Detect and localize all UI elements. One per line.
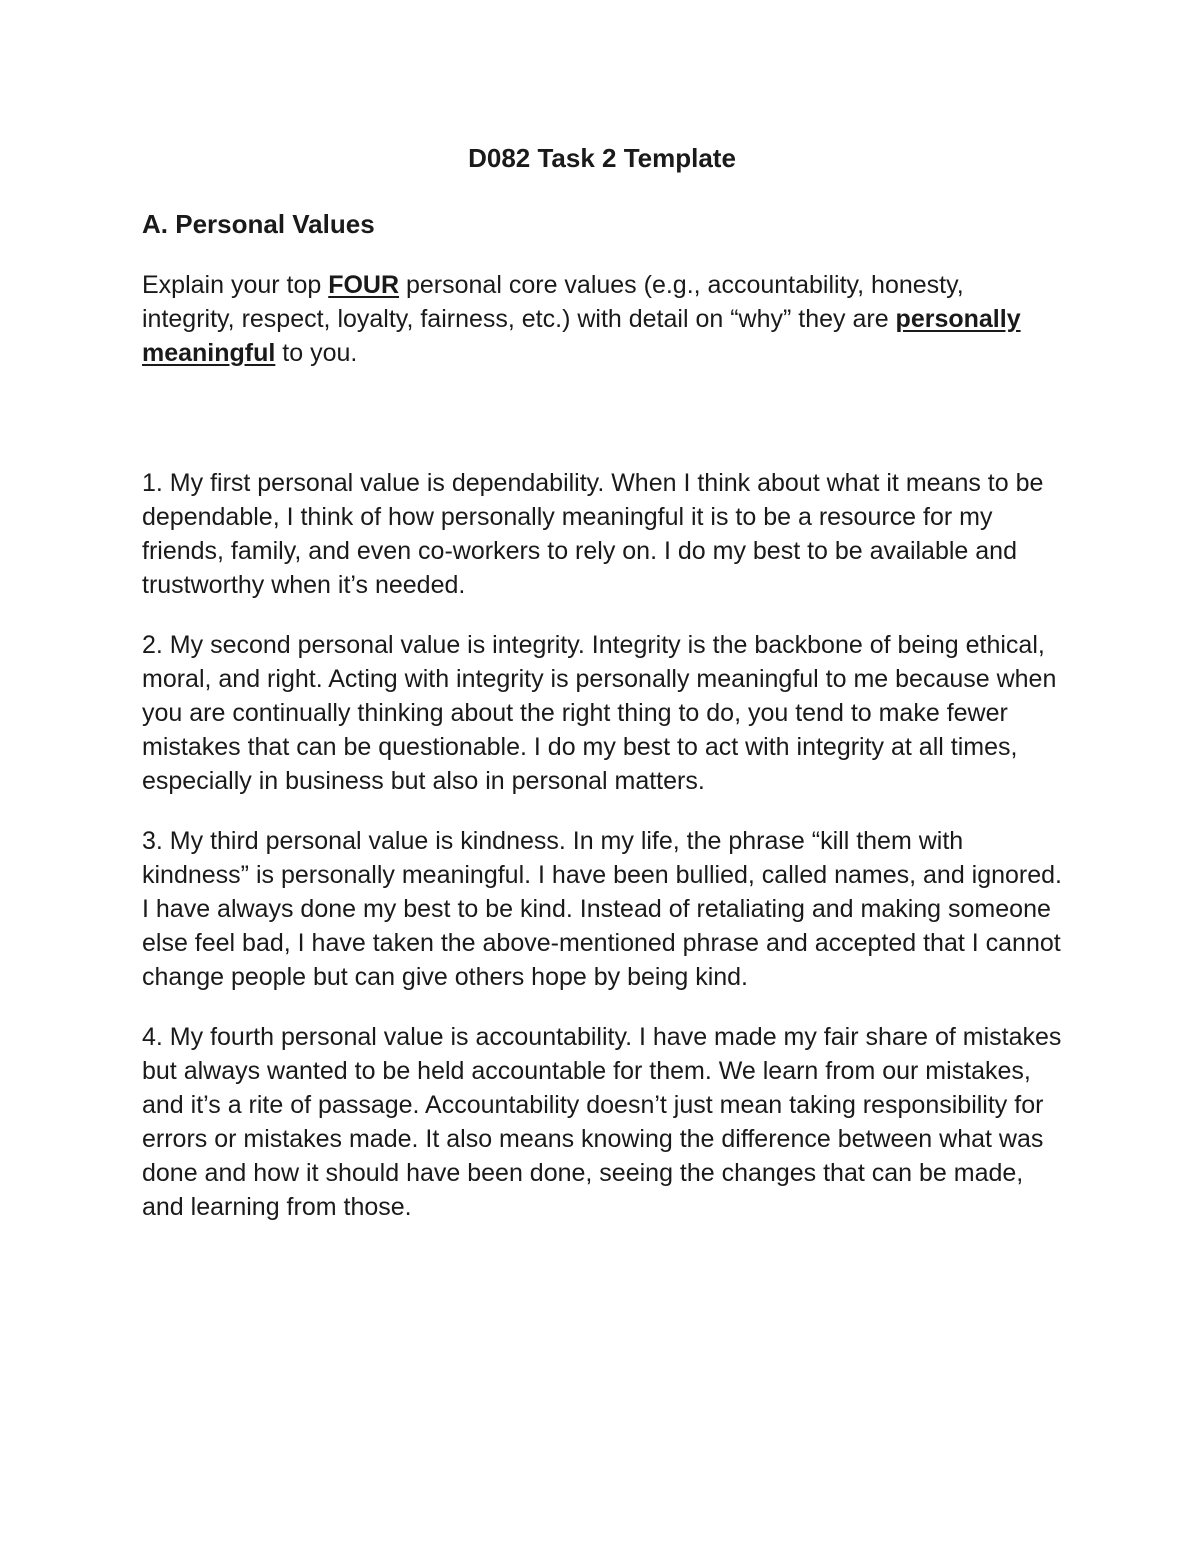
instructions-text-1: Explain your top [142, 271, 329, 299]
value-paragraph-3: 3. My third personal value is kindness. In my life, the phrase “kill them with kindness” is personally meaningful. I have been bullied, called names, and ignored. I have always done my best to be kind. Instead of retaliating and making someone else feel bad, I have taken the above-mentioned phrase and accepted that I cannot change people but can give others hope by being kind. [142, 827, 1063, 991]
instructions-text-2: personal core values (e.g., accountability, honesty, integrity, respect, loyalty, fairness, etc.) with detail on “why” they are [142, 271, 964, 333]
document-body [142, 138, 1062, 1250]
value-paragraph-2: 2. My second personal value is integrity. Integrity is the backbone of being ethical, moral, and right. Acting with integrity is personally meaningful to me because when you are continually thinking about the right thing to do, you tend to make fewer mistakes that can be questionable. I do my best to act with integrity at all times, especially in business but also in personal matters. [142, 631, 1057, 795]
instructions-text-3: to you. [275, 339, 358, 367]
value-paragraph-4: 4. My fourth personal value is accountability. I have made my fair share of mistakes but always wanted to be held accountable for them. We learn from our mistakes, and it’s a rite of passage. Accountability doesn’t just mean taking responsibility for errors or mistakes made. It also means knowing the difference between what was done and how it should have been done, seeing the changes that can be made, and learning from those. [142, 1023, 1062, 1221]
section-heading: A. Personal Values [142, 209, 375, 239]
instructions-emphasis-four: FOUR [328, 271, 400, 299]
instructions-emphasis-meaningful: personally meaningful [142, 305, 1021, 367]
value-paragraph-1: 1. My first personal value is dependability. When I think about what it means to be dependable, I think of how personally meaningful it is to be a resource for my friends, family, and even co-workers to rely on. I do my best to be available and trustworthy when it’s needed. [142, 469, 1044, 599]
instructions-paragraph [142, 268, 1062, 370]
document-title: D082 Task 2 Template [468, 143, 736, 173]
